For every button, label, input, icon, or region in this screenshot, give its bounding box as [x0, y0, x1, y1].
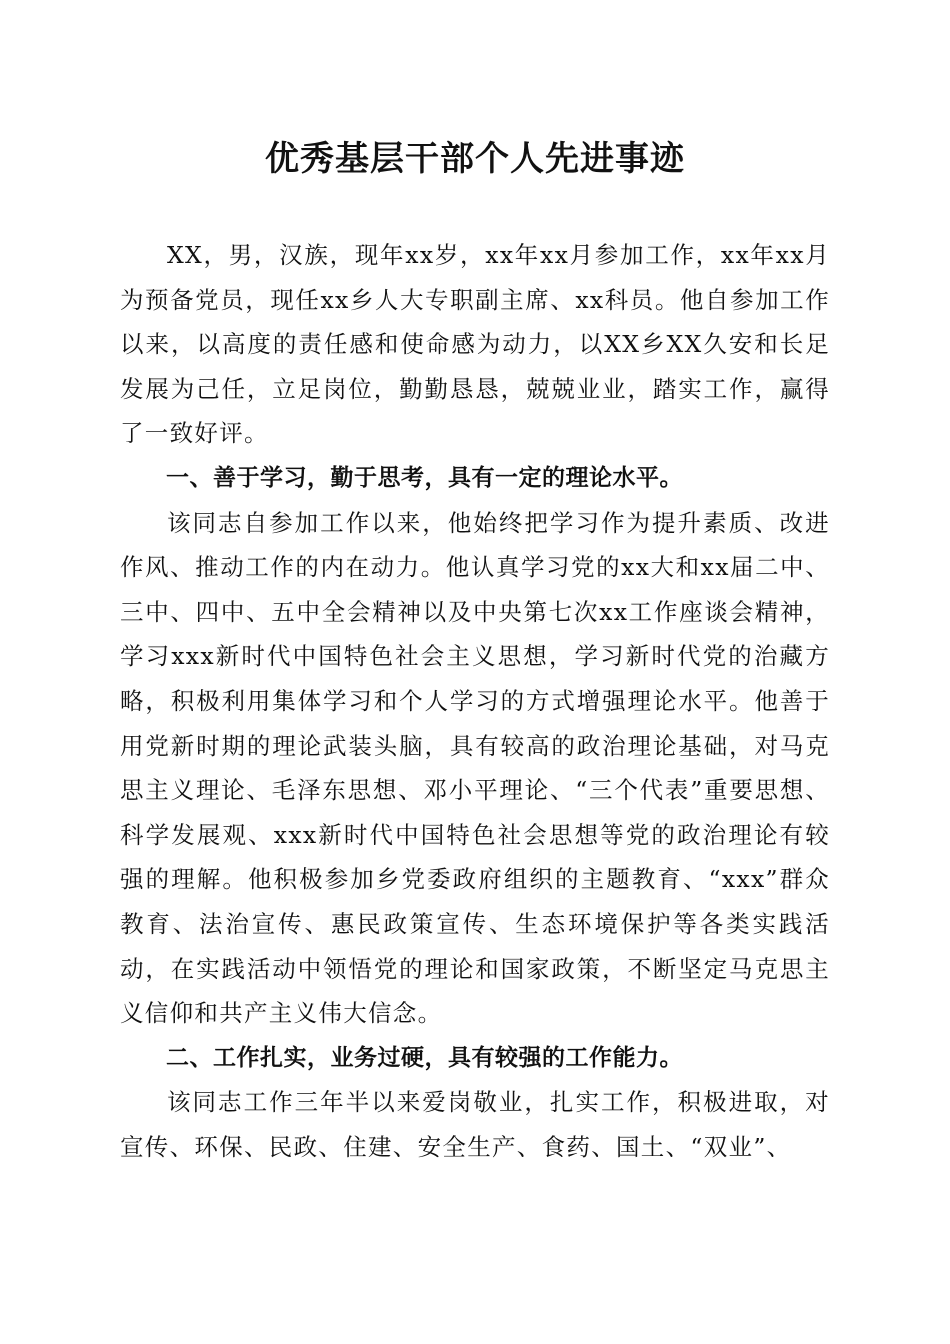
section-1-heading: 一、善于学习，勤于思考，具有一定的理论水平。: [166, 464, 683, 491]
intro-paragraph: XX，男，汉族，现年xx岁，xx年xx月参加工作，xx年xx月为预备党员，现任xx乡人大专职副主席、xx科员。他自参加工作以来，以高度的责任感和使命感为动力，以XX乡XX久安和长足发展为己任，立足岗位，勤勤恳恳，兢兢业业，踏实工作，赢得了一致好评。: [120, 241, 830, 448]
section-2-heading: 二、工作扎实，业务过硬，具有较强的工作能力。: [166, 1044, 683, 1071]
document-body: [120, 233, 830, 1169]
section-2-paragraph: 该同志工作三年半以来爱岗敬业，扎实工作，积极进取，对宣传、环保、民政、住建、安全生产、食药、国土、“双业”、: [120, 1088, 830, 1161]
document-title: 优秀基层干部个人先进事迹: [265, 139, 685, 179]
section-1-paragraph: 该同志自参加工作以来，他始终把学习作为提升素质、改进作风、推动工作的内在动力。他认真学习党的xx大和xx届二中、三中、四中、五中全会精神以及中央第七次xx工作座谈会精神，学习xxx新时代中国特色社会主义思想，学习新时代党的治藏方略，积极利用集体学习和个人学习的方式增强理论水平。他善于用党新时期的理论武装头脑，具有较高的政治理论基础，对马克思主义理论、毛泽东思想、邓小平理论、“三个代表”重要思想、科学发展观、xxx新时代中国特色社会思想等党的政治理论有较强的理解。他积极参加乡党委政府组织的主题教育、“xxx”群众教育、法治宣传、惠民政策宣传、生态环境保护等各类实践活动，在实践活动中领悟党的理论和国家政策，不断坚定马克思主义信仰和共产主义伟大信念。: [120, 508, 830, 1028]
